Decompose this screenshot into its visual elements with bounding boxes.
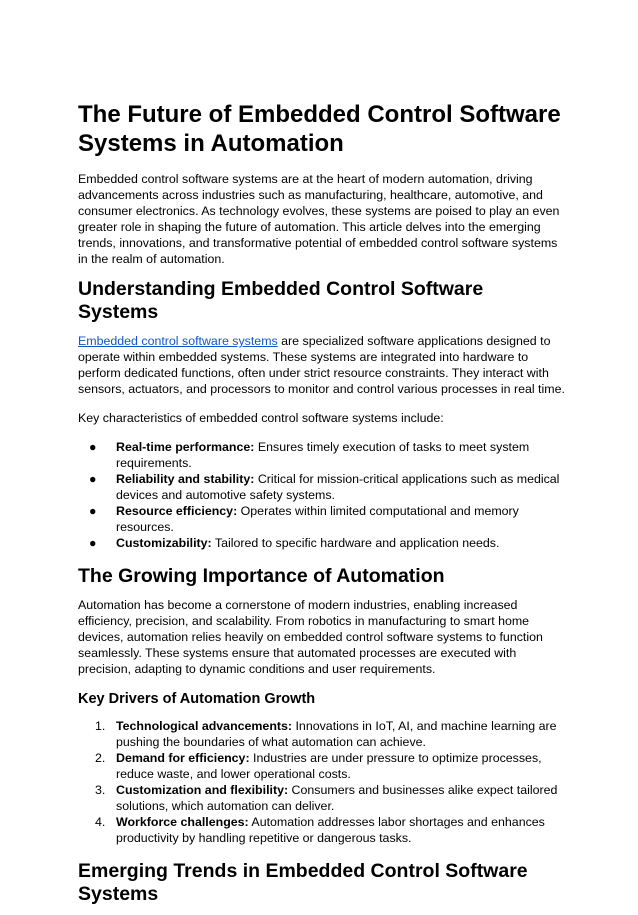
section2-paragraph: Automation has become a cornerstone of modern industries, enabling increased efficiency, precision, and scalability. From robotics in manufacturing to smart home devices, automation relies heavily on embedded control software systems to function seamlessly. These systems ensure that automated processes are executed with precision, adapting to dynamic conditions and user requirements.	[78, 598, 543, 676]
characteristics-list	[78, 439, 568, 551]
bullet-icon: ●	[89, 504, 97, 518]
list-item-text: Industries are under pressure to optimize processes, reduce waste, and lower operational costs.	[116, 751, 542, 781]
list-item-text: Ensures timely execution of tasks to meet system requirements.	[116, 440, 530, 470]
list-intro: Key characteristics of embedded control software systems include:	[78, 411, 444, 425]
list-item	[95, 718, 568, 750]
bullet-icon: ●	[89, 440, 97, 454]
list-number: 1.	[95, 719, 106, 733]
list-item	[89, 439, 568, 471]
bullet-icon: ●	[89, 472, 97, 486]
drivers-list	[78, 718, 568, 846]
section1-paragraph-text: are specialized software applications designed to operate within embedded systems. These systems are integrated into hardware to perform dedicated functions, often under strict resource constraints. They interact with sensors, actuators, and processors to monitor and control various processes in real time.	[78, 334, 565, 396]
list-item-term: Real-time performance:	[116, 440, 255, 454]
list-item-term: Technological advancements:	[116, 719, 293, 733]
subheading-key-drivers: Key Drivers of Automation Growth	[78, 691, 316, 707]
list-number: 4.	[95, 815, 106, 829]
list-item-term: Demand for efficiency:	[116, 751, 250, 765]
list-number: 3.	[95, 783, 106, 797]
document-page	[78, 100, 568, 915]
list-item-term: Reliability and stability:	[116, 472, 255, 486]
list-item	[89, 471, 568, 503]
section-heading-understanding: Understanding Embedded Control Software Systems	[78, 278, 484, 323]
list-item-text: Consumers and businesses alike expect tailored solutions, which automation can deliver.	[116, 783, 558, 813]
list-item-text: Tailored to specific hardware and application needs.	[211, 536, 500, 550]
section-heading-emerging-trends: Emerging Trends in Embedded Control Software Systems	[78, 860, 528, 905]
section-heading-automation: The Growing Importance of Automation	[78, 565, 445, 587]
list-item-term: Workforce challenges:	[116, 815, 249, 829]
bullet-icon: ●	[89, 536, 97, 550]
intro-paragraph: Embedded control software systems are at the heart of modern automation, driving advancements across industries such as manufacturing, healthcare, automotive, and consumer electronics. As technology evolves, these systems are poised to play an even greater role in shaping the future of automation. This article delves into the emerging trends, innovations, and transformative potential of embedded control software systems in the realm of automation.	[78, 172, 560, 266]
list-item	[95, 782, 568, 814]
list-item-text: Innovations in IoT, AI, and machine learning are pushing the boundaries of what automation can achieve.	[116, 719, 557, 749]
list-item	[95, 814, 568, 846]
list-item	[95, 750, 568, 782]
list-item	[89, 535, 568, 551]
list-item-term: Customizability:	[116, 536, 212, 550]
page-title: The Future of Embedded Control Software Systems in Automation	[78, 101, 561, 157]
list-item-text: Automation addresses labor shortages and enhances productivity by handling repetitive or dangerous tasks.	[116, 815, 545, 845]
list-item	[89, 503, 568, 535]
list-item-text: Operates within limited computational and memory resources.	[116, 504, 519, 534]
list-item-term: Customization and flexibility:	[116, 783, 289, 797]
list-item-term: Resource efficiency:	[116, 504, 238, 518]
embedded-control-link[interactable]: Embedded control software systems	[78, 334, 278, 348]
list-item-text: Critical for mission-critical applications such as medical devices and automotive safety systems.	[116, 472, 560, 502]
section1-paragraph	[78, 333, 568, 397]
list-number: 2.	[95, 751, 106, 765]
